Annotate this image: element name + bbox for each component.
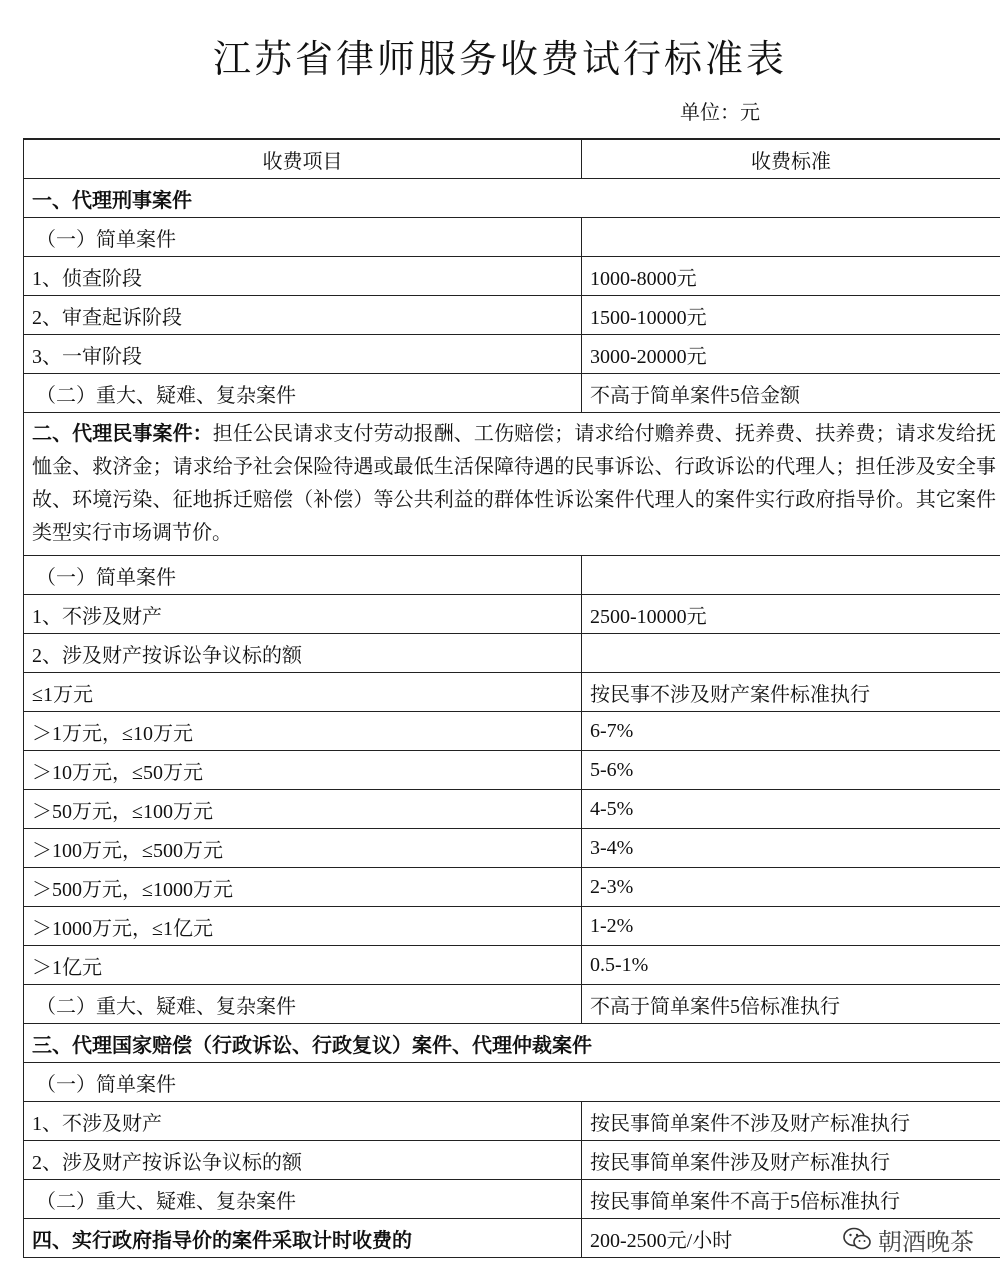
row-item: 1、不涉及财产	[24, 595, 582, 634]
row-fee: 2-3%	[582, 868, 1000, 907]
table-row	[24, 556, 1000, 595]
row-item: （二）重大、疑难、复杂案件	[24, 1180, 582, 1219]
table-row	[24, 595, 1000, 634]
row-fee: 2500-10000元	[582, 595, 1000, 634]
row-fee: 按民事简单案件不高于5倍标准执行	[582, 1180, 1000, 1219]
row-fee: 不高于简单案件5倍标准执行	[582, 985, 1000, 1024]
table-row	[24, 946, 1000, 985]
row-item: ＞10万元，≤50万元	[24, 751, 582, 790]
row-fee: 4-5%	[582, 790, 1000, 829]
table-row	[24, 335, 1000, 374]
table-row	[24, 634, 1000, 673]
row-item: 1、不涉及财产	[24, 1102, 582, 1141]
table-row	[24, 374, 1000, 413]
table-row	[24, 257, 1000, 296]
section-2-heading: 二、代理民事案件：	[32, 421, 213, 445]
table-row	[24, 751, 1000, 790]
row-fee	[582, 634, 1000, 673]
row-item: 2、涉及财产按诉讼争议标的额	[24, 1141, 582, 1180]
section-1-heading: 一、代理刑事案件	[24, 179, 1000, 218]
section-2-heading-row	[24, 413, 1000, 556]
row-fee: 1000-8000元	[582, 257, 1000, 296]
section-2-paragraph	[24, 413, 1000, 556]
row-fee: 0.5-1%	[582, 946, 1000, 985]
row-item: 1、侦查阶段	[24, 257, 582, 296]
row-item: （一）简单案件	[24, 556, 582, 595]
table-row	[24, 829, 1000, 868]
watermark-text: 朝酒晚茶	[878, 1227, 974, 1256]
row-item: ＞1000万元，≤1亿元	[24, 907, 582, 946]
row-item: 2、涉及财产按诉讼争议标的额	[24, 634, 582, 673]
table-row	[24, 1063, 1000, 1102]
table-header-row	[24, 139, 1000, 179]
row-item: 2、审查起诉阶段	[24, 296, 582, 335]
row-item: ＞1亿元	[24, 946, 582, 985]
row-fee: 3000-20000元	[582, 335, 1000, 374]
row-item: （一）简单案件	[24, 1063, 1000, 1102]
row-item: （二）重大、疑难、复杂案件	[24, 374, 582, 413]
table-row	[24, 1102, 1000, 1141]
table-row	[24, 673, 1000, 712]
unit-label: 单位：元	[680, 100, 760, 124]
section-3-heading: 三、代理国家赔偿（行政诉讼、行政复议）案件、代理仲裁案件	[24, 1024, 1000, 1063]
header-fee: 收费标准	[582, 139, 1000, 179]
section-2-description: 担任公民请求支付劳动报酬、工伤赔偿；请求给付赡养费、抚养费、扶养费；请求发给抚恤金、救济金；请求给予社会保险待遇或最低生活保障待遇的民事诉讼、行政诉讼的代理人；担任涉及安全事故、环境污染、征地拆迁赔偿（补偿）等公共利益的群体性诉讼案件代理人的案件实行政府指导价。其它案件类型实行市场调节价。	[32, 421, 997, 544]
row-fee: 按民事简单案件涉及财产标准执行	[582, 1141, 1000, 1180]
row-item: ＞100万元，≤500万元	[24, 829, 582, 868]
row-fee: 200-2500元/小时	[582, 1219, 1000, 1258]
row-fee	[582, 556, 1000, 595]
row-fee: 1500-10000元	[582, 296, 1000, 335]
header-item: 收费项目	[24, 139, 582, 179]
row-item: ＞1万元，≤10万元	[24, 712, 582, 751]
table-row	[24, 907, 1000, 946]
row-fee: 6-7%	[582, 712, 1000, 751]
row-fee: 不高于简单案件5倍金额	[582, 374, 1000, 413]
section-3-heading-row	[24, 1024, 1000, 1063]
row-fee: 3-4%	[582, 829, 1000, 868]
row-item: ＞50万元，≤100万元	[24, 790, 582, 829]
row-fee: 按民事不涉及财产案件标准执行	[582, 673, 1000, 712]
watermark	[836, 1222, 980, 1256]
table-row	[24, 985, 1000, 1024]
row-item: 3、一审阶段	[24, 335, 582, 374]
table-row	[24, 296, 1000, 335]
row-item: （二）重大、疑难、复杂案件	[24, 985, 582, 1024]
fee-table	[23, 138, 1000, 1258]
document-title: 江苏省律师服务收费试行标准表	[212, 37, 787, 81]
row-fee	[582, 218, 1000, 257]
section-1-heading-row	[24, 179, 1000, 218]
table-row	[24, 1141, 1000, 1180]
table-row	[24, 868, 1000, 907]
row-fee: 1-2%	[582, 907, 1000, 946]
row-fee: 5-6%	[582, 751, 1000, 790]
row-fee: 按民事简单案件不涉及财产标准执行	[582, 1102, 1000, 1141]
row-item: ＞500万元，≤1000万元	[24, 868, 582, 907]
table-row	[24, 790, 1000, 829]
section-4-heading: 四、实行政府指导价的案件采取计时收费的	[24, 1219, 582, 1258]
table-row	[24, 218, 1000, 257]
table-row	[24, 1180, 1000, 1219]
row-item: （一）简单案件	[24, 218, 582, 257]
wechat-icon	[842, 1226, 872, 1252]
row-item: ≤1万元	[24, 673, 582, 712]
table-row	[24, 712, 1000, 751]
